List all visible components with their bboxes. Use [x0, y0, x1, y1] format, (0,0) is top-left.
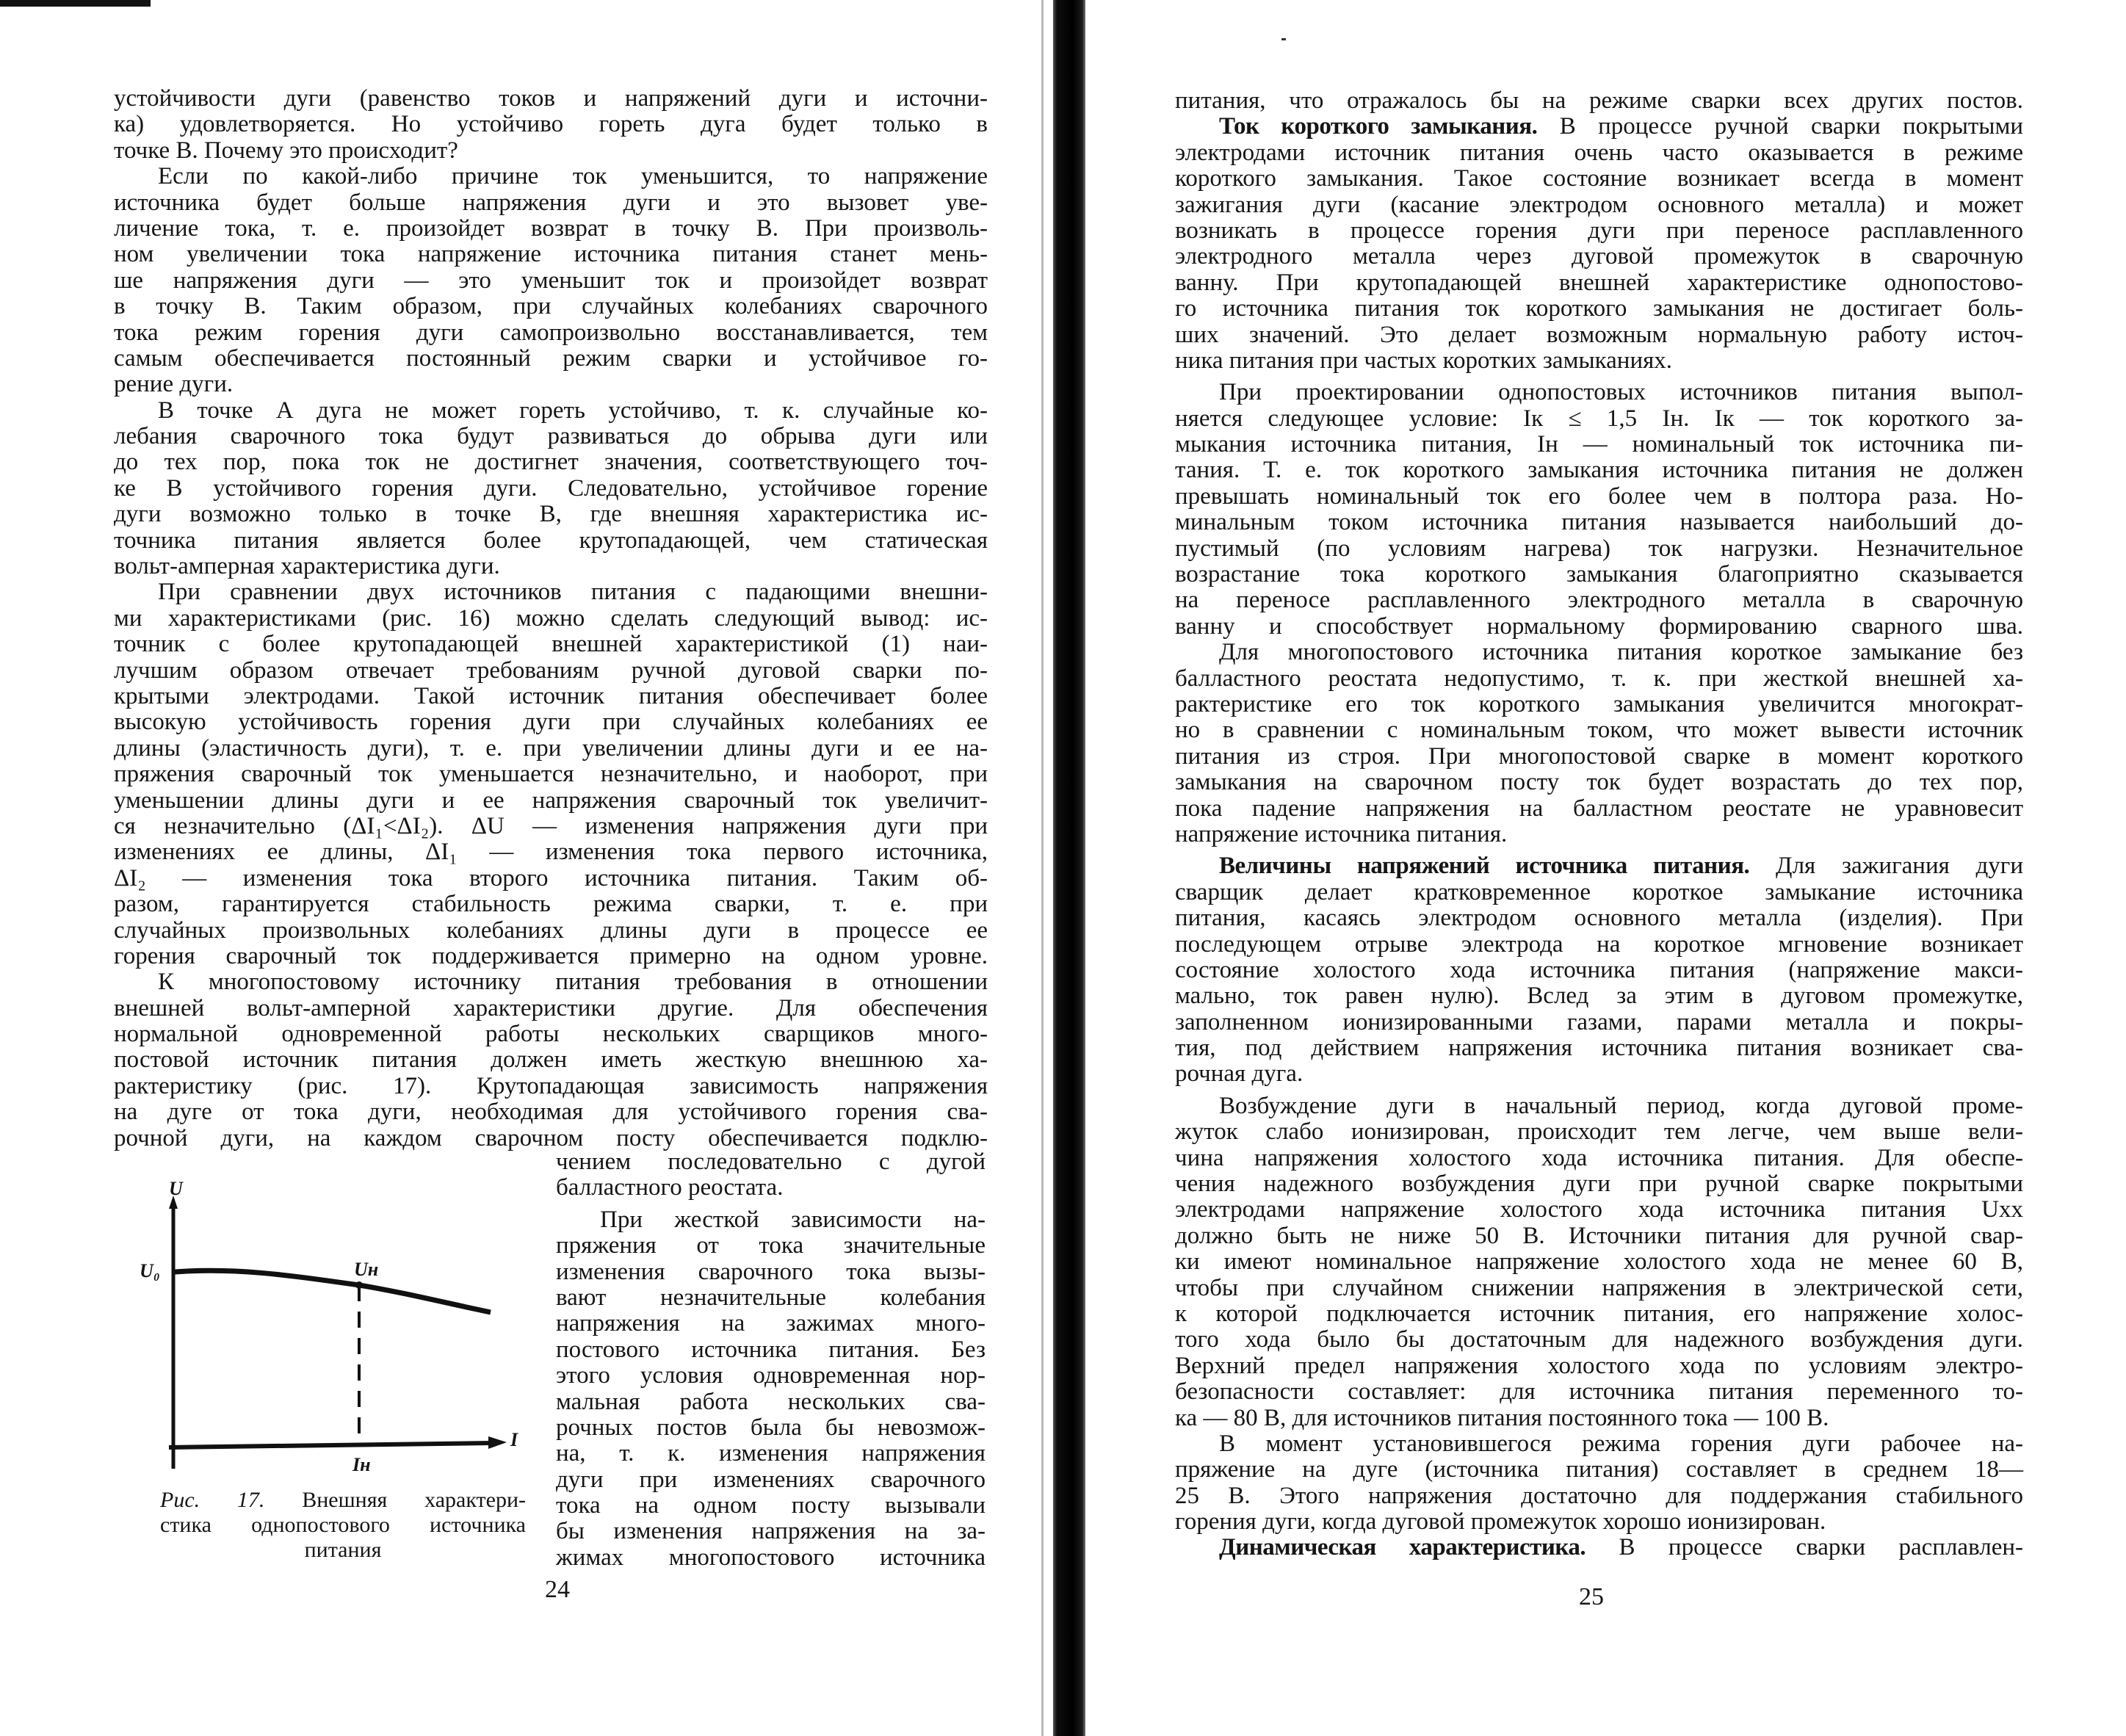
text-line: электродами напряжение холостого хода источника питания Uхх — [1175, 1196, 2023, 1223]
figure-17-graph — [110, 1178, 551, 1491]
text-line: чением последовательно с дугой — [556, 1149, 986, 1175]
text-line: В момент установившегося режима горения дуги рабочее на- — [1219, 1430, 2023, 1457]
text-line: точке В. Почему это происходит? — [114, 137, 458, 164]
text-line: высокую устойчивость горения дуги при случайных колебаниях ее — [114, 709, 988, 736]
text-line: заполненном ионизированными газами, парами металла и покры- — [1175, 1008, 2023, 1035]
text-line: Величины напряжений источника питания. Для зажигания дуги — [1219, 853, 2024, 880]
figure-caption — [160, 1488, 526, 1563]
text-line: должно быть не ниже 50 В. Источники питания для ручной свар- — [1175, 1222, 2023, 1249]
text-line: ми характеристиками (рис. 16) можно сделать следующий вывод: ис- — [114, 604, 988, 632]
text-line: Возбуждение дуги в начальный период, когда дуговой проме- — [1219, 1092, 2023, 1119]
right-page-text — [1175, 88, 2023, 1561]
text-line: личение тока, т. е. произойдет возврат в точку В. При произволь- — [114, 214, 988, 242]
axis-x-label: I — [510, 1429, 518, 1450]
text-line: тока на одном посту вызывали — [556, 1492, 986, 1519]
text-line: вольт-амперная характеристика дуги. — [114, 553, 500, 580]
x-axis-arrow — [488, 1436, 507, 1449]
text-line: балластного реостата недопустимо, т. к. при жесткой внешней ха- — [1175, 665, 2023, 692]
text-line: При жесткой зависимости на- — [600, 1206, 986, 1233]
scan-edge-bar — [0, 0, 151, 7]
voltage-current-chart — [110, 1182, 551, 1491]
text-line: но в сравнении с номинальным током, что может вывести источник — [1175, 717, 2023, 744]
text-line: тания. Т. е. ток короткого замыкания источника питания не должен — [1175, 457, 2023, 484]
text-line: рочной дуги, на каждом сварочном посту обеспечивается подклю- — [114, 1124, 988, 1151]
text-line: чина напряжения холостого хода источника питания. Для обеспе- — [1175, 1144, 2023, 1171]
text-line: постовой источник питания должен иметь жесткую внешнюю ха- — [114, 1046, 988, 1074]
text-line: источника будет больше напряжения дуги и это вызовет уве- — [114, 189, 988, 216]
text-line: того хода было бы достаточным для надежного возбуждения дуги. — [1175, 1326, 2023, 1353]
text-line: жуток слабо ионизирован, происходит тем легче, чем выше вели- — [1175, 1118, 2023, 1146]
text-line: сварщик делает кратковременное короткое замыкание источника — [1175, 878, 2023, 905]
text-line: пряжения от тока значительные — [556, 1232, 986, 1259]
text-line: электродами источник питания очень часто оказывается в режиме — [1175, 139, 2023, 166]
text-line: крытыми электродами. Такой источник питания обеспечивает более — [114, 682, 988, 709]
text-line: При проектировании однопостовых источников питания выпол- — [1219, 379, 2023, 406]
text-line: на, т. к. изменения напряжения — [556, 1440, 986, 1467]
text-line: на переносе расплавленного электродного металла в сварочную — [1175, 587, 2023, 614]
text-line: рочных постов была бы невозмож- — [556, 1414, 986, 1441]
text-line: рактеристику (рис. 17). Крутопадающая зависимость напряжения — [114, 1072, 988, 1099]
text-line: пряжения сварочный ток уменьшается незначительно, и наоборот, при — [114, 761, 988, 788]
text-line: горения сварочный ток поддерживается примерно на одном уровне. — [114, 942, 988, 969]
text-line: ше напряжения дуги — это уменьшит ток и произойдет возврат — [114, 267, 988, 294]
text-line: состояние холостого хода источника питания (напряжение макси- — [1175, 956, 2023, 983]
text-line: нормальной одновременной работы нескольких сварщиков много- — [114, 1021, 988, 1048]
left-page-text — [114, 86, 988, 1151]
text-line: дуги возможно только в точке В, где внешняя характеристика ис- — [114, 501, 988, 528]
axis-y-label: U — [169, 1178, 183, 1199]
text-line: го источника питания ток короткого замыкания не достигает боль- — [1175, 295, 2023, 322]
text-line: к которой подключается источник питания, его напряжение холос- — [1175, 1300, 2023, 1327]
x-axis — [169, 1443, 492, 1447]
page-number-left: 24 — [545, 1576, 570, 1603]
caption-line: стика однопостового источника — [160, 1513, 526, 1537]
text-line: напряжения на зажимах много- — [556, 1310, 986, 1337]
page-edge-shadow — [1041, 0, 1044, 1736]
text-line: бы изменения напряжения на за- — [556, 1518, 986, 1545]
text-line: ке В устойчивого горения дуги. Следовательно, устойчивое горение — [114, 474, 988, 502]
text-line: ших значений. Это делает возможным нормальную работу источ- — [1175, 321, 2023, 348]
text-line: ся незначительно (ΔI₁<ΔI₂). ΔU — изменения напряжения дуги при — [114, 812, 988, 839]
text-line: питания, что отражалось бы на режиме сварки всех других постов. — [1175, 87, 2023, 114]
text-line: превышать номинальный ток его более чем в полтора раза. Но- — [1175, 482, 2023, 510]
text-line: самым обеспечивается постоянный режим сварки и устойчивое го- — [114, 344, 988, 372]
text-line: лебания сварочного тока будут развиваться до обрыва дуги или — [114, 423, 988, 450]
run-in-heading: Динамическая характеристика. — [1219, 1534, 1586, 1561]
run-in-heading: Величины напряжений источника питания. — [1219, 853, 1750, 880]
in-label: Iн — [352, 1454, 371, 1475]
text-line: чтобы при случайном снижении напряжения в электрической сети, — [1175, 1274, 2023, 1301]
external-characteristic-curve — [175, 1270, 491, 1312]
text-line: тия, под действием напряжения источника питания возникает сва- — [1175, 1035, 2023, 1062]
text-line: питания, касаясь электродом основного металла (изделия). При — [1175, 905, 2023, 932]
text-line: В точке А дуга не может гореть устойчиво, т. к. случайные ко- — [158, 397, 988, 424]
text-line: Если по какой-либо причине ток уменьшится, то напряжение — [158, 163, 988, 190]
text-line: возникать в процессе горения дуги при переносе расплавленного — [1175, 217, 2023, 244]
text-line: пока падение напряжения на балластном реостате не уравновесит — [1175, 795, 2023, 822]
text-line: ка) удовлетворяется. Но устойчиво гореть дуга будет только в — [114, 111, 988, 138]
text-line: длины (эластичность дуги), т. е. при увеличении длины дуги и ее на- — [114, 734, 988, 762]
text-line: рение дуги. — [114, 371, 234, 398]
text-line: уменьшении длины дуги и ее напряжения сварочный ток увеличит- — [114, 786, 988, 814]
caption-text: Внешняя характери- — [302, 1488, 526, 1512]
text-line: точник с более крутопадающей внешней характеристикой (1) наи- — [114, 631, 988, 658]
caption-figure-number: Рис. 17. — [160, 1488, 265, 1512]
text-line: напряжение источника питания. — [1175, 820, 1508, 847]
text-line: последующем отрыве электрода на короткое мгновение возникает — [1175, 930, 2023, 958]
text-line: изменениях ее длины, ΔI₁ — изменения тока первого источника, — [114, 839, 988, 866]
scan-speck — [1281, 38, 1286, 40]
text-line: электродного металла через дуговой промежуток в сварочную — [1175, 243, 2023, 270]
text-line: до тех пор, пока ток не достигнет значения, соответствующего точ- — [114, 449, 988, 476]
text-line: замыкания на сварочном посту ток будет возрастать до тех пор, — [1175, 769, 2023, 796]
text-line: точника питания является более крутопадающей, чем статическая — [114, 527, 988, 554]
page-number-right: 25 — [1579, 1583, 1604, 1610]
text-line: возрастание тока короткого замыкания благоприятно сказывается — [1175, 561, 2023, 588]
text-line: постового источника питания. Без — [556, 1336, 986, 1363]
book-spine-gutter — [1053, 0, 1085, 1736]
text-line: пряжение на дуге (источника питания) составляет в среднем 18— — [1175, 1456, 2023, 1483]
text-line: горения дуги, когда дуговой промежуток хорошо ионизирован. — [1175, 1508, 1826, 1536]
text-line: разом, гарантируется стабильность режима сварки, т. е. при — [114, 891, 988, 918]
text-line: ки имеют номинальное напряжение холостого хода не менее 60 В, — [1175, 1248, 2023, 1276]
text-line: минальным током источника питания называется наибольший до- — [1175, 509, 2023, 536]
text-line: К многопостовому источнику питания требования в отношении — [158, 969, 988, 996]
text-line: рактеристике его ток короткого замыкания увеличится многократ- — [1175, 690, 2023, 717]
text-line: пустимый (по условиям нагрева) ток нагрузки. Незначительное — [1175, 535, 2023, 562]
text-line: устойчивости дуги (равенство токов и напряжений дуги и источни- — [114, 85, 988, 112]
text-line: внешней вольт-амперной характеристики другие. Для обеспечения — [114, 994, 988, 1021]
text-line: ΔI₂ — изменения тока второго источника питания. Таким об- — [114, 864, 988, 891]
text-line: питания из строя. При многопостовой сварке в момент короткого — [1175, 742, 2023, 770]
u0-label: U₀ — [140, 1260, 160, 1281]
text-line: Для многопостового источника питания короткое замыкание без — [1219, 639, 2023, 666]
text-line: в точку В. Таким образом, при случайных колебаниях сварочного — [114, 293, 988, 320]
text-line: рочная дуга. — [1175, 1060, 1304, 1088]
text-line: Динамическая характеристика. В процессе сварки расплавлен- — [1219, 1534, 2023, 1561]
text-line: ванну. При крутопадающей внешней характеристике однопостово- — [1175, 269, 2023, 296]
text-line: случайных произвольных колебаниях длины дуги в процессе ее — [114, 916, 988, 944]
text-line: ванну и способствует нормальному формированию сварного шва. — [1175, 612, 2023, 640]
text-line: чения надежного возбуждения дуги при ручной сварке покрытыми — [1175, 1171, 2023, 1198]
text-line: зажигания дуги (касание электродом основного металла) и может — [1175, 191, 2023, 218]
text-line: ника питания при частых коротких замыканиях. — [1175, 347, 1673, 374]
text-line: балластного реостата. — [556, 1174, 784, 1201]
caption-line: питания — [304, 1538, 382, 1562]
text-line: При сравнении двух источников питания с падающими внешни- — [158, 579, 988, 606]
text-line: Ток короткого замыкания. В процессе ручной сварки покрытыми — [1219, 113, 2024, 140]
text-line: тока режим горения дуги самопроизвольно восстанавливается, тем — [114, 319, 988, 346]
text-line: жимах многопостового источника — [556, 1544, 986, 1571]
text-line: дуги при изменениях сварочного — [556, 1466, 986, 1493]
text-line: на дуге от тока дуги, необходимая для устойчивого горения сва- — [114, 1099, 988, 1126]
text-line: мыкания источника питания, Iн — номинальный ток источника пи- — [1175, 431, 2023, 458]
text-line: ка — 80 В, для источников питания постоянного тока — 100 В. — [1175, 1404, 1829, 1431]
un-label: Uн — [354, 1259, 379, 1280]
run-in-heading: Ток короткого замыкания. — [1219, 113, 1538, 140]
left-page-side-text — [556, 1149, 986, 1571]
text-line: Верхний предел напряжения холостого хода по условиям электро- — [1175, 1352, 2023, 1379]
text-line: безопасности составляет: для источника питания переменного то- — [1175, 1378, 2023, 1406]
text-line: мально, ток равен нулю). Вслед за этим в дуговом промежутке, — [1175, 983, 2023, 1010]
text-line: лучшим образом отвечает требованиям ручной дуговой сварки по- — [114, 657, 988, 684]
text-line: изменения сварочного тока вызы- — [556, 1258, 986, 1285]
text-line: этого условия одновременная нор- — [556, 1362, 986, 1389]
text-line: короткого замыкания. Такое состояние возникает всегда в момент — [1175, 165, 2023, 192]
caption-line — [160, 1488, 526, 1513]
text-line: няется следующее условие: Iк ≤ 1,5 Iн. Iк — ток короткого за- — [1175, 405, 2023, 432]
text-line: ном увеличении тока напряжение источника питания станет мень- — [114, 241, 988, 268]
text-line: вают незначительные колебания — [556, 1284, 986, 1311]
text-line: 25 В. Этого напряжения достаточно для поддержания стабильного — [1175, 1482, 2023, 1509]
text-line: мальная работа нескольких сва- — [556, 1388, 986, 1415]
